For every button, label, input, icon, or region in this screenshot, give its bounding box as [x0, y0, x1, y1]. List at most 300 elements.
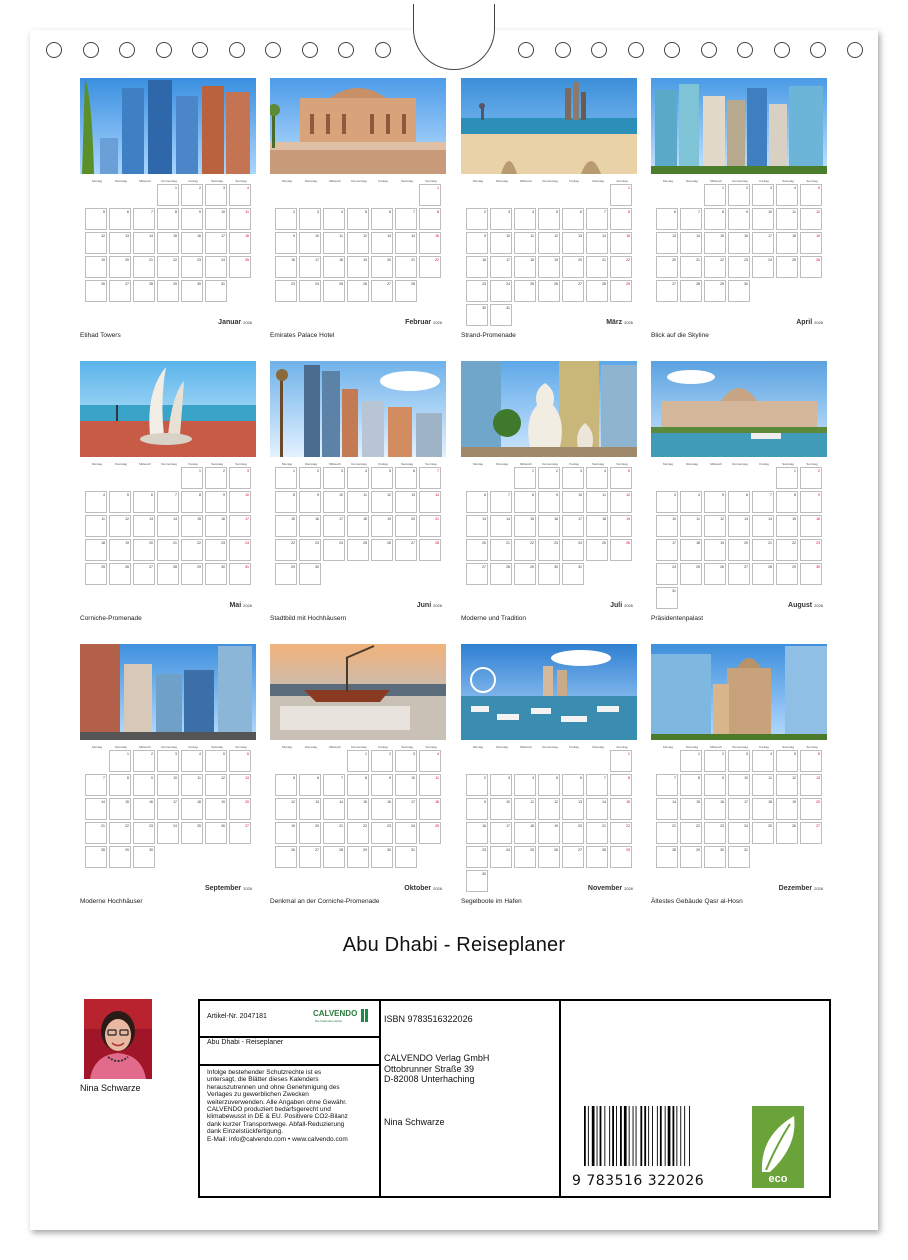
- day-cell[interactable]: [752, 822, 774, 844]
- day-cell[interactable]: [85, 822, 107, 844]
- day-cell[interactable]: [395, 232, 417, 254]
- day-cell[interactable]: [133, 563, 155, 585]
- day-cell[interactable]: [610, 491, 632, 513]
- day-cell[interactable]: [347, 256, 369, 278]
- day-cell[interactable]: [395, 256, 417, 278]
- day-cell[interactable]: [323, 798, 345, 820]
- day-cell[interactable]: [562, 256, 584, 278]
- day-cell[interactable]: [205, 563, 227, 585]
- day-cell[interactable]: [466, 774, 488, 796]
- day-cell[interactable]: [728, 232, 750, 254]
- day-cell[interactable]: [656, 515, 678, 537]
- day-cell[interactable]: [776, 256, 798, 278]
- day-cell[interactable]: [728, 256, 750, 278]
- day-cell[interactable]: [610, 208, 632, 230]
- day-cell[interactable]: [728, 798, 750, 820]
- day-cell[interactable]: [490, 515, 512, 537]
- day-cell[interactable]: [323, 467, 345, 489]
- day-cell[interactable]: [800, 798, 822, 820]
- day-cell[interactable]: [205, 774, 227, 796]
- day-cell[interactable]: [752, 184, 774, 206]
- day-cell[interactable]: [704, 256, 726, 278]
- day-cell[interactable]: [800, 491, 822, 513]
- day-cell[interactable]: [109, 539, 131, 561]
- day-cell[interactable]: [181, 822, 203, 844]
- day-cell[interactable]: [347, 774, 369, 796]
- day-cell[interactable]: [419, 750, 441, 772]
- day-cell[interactable]: [85, 491, 107, 513]
- day-cell[interactable]: [800, 750, 822, 772]
- day-cell[interactable]: [109, 232, 131, 254]
- day-cell[interactable]: [419, 822, 441, 844]
- day-cell[interactable]: [133, 256, 155, 278]
- day-cell[interactable]: [299, 208, 321, 230]
- day-cell[interactable]: [205, 822, 227, 844]
- day-cell[interactable]: [323, 774, 345, 796]
- day-cell[interactable]: [133, 280, 155, 302]
- day-cell[interactable]: [704, 774, 726, 796]
- day-cell[interactable]: [680, 491, 702, 513]
- day-cell[interactable]: [776, 750, 798, 772]
- day-cell[interactable]: [419, 184, 441, 206]
- day-cell[interactable]: [490, 256, 512, 278]
- day-cell[interactable]: [800, 822, 822, 844]
- day-cell[interactable]: [371, 774, 393, 796]
- day-cell[interactable]: [347, 208, 369, 230]
- day-cell[interactable]: [371, 822, 393, 844]
- day-cell[interactable]: [275, 563, 297, 585]
- day-cell[interactable]: [395, 208, 417, 230]
- day-cell[interactable]: [466, 870, 488, 892]
- day-cell[interactable]: [490, 539, 512, 561]
- day-cell[interactable]: [323, 539, 345, 561]
- day-cell[interactable]: [181, 184, 203, 206]
- day-cell[interactable]: [752, 256, 774, 278]
- day-cell[interactable]: [347, 280, 369, 302]
- day-cell[interactable]: [490, 232, 512, 254]
- day-cell[interactable]: [680, 846, 702, 868]
- day-cell[interactable]: [395, 798, 417, 820]
- day-cell[interactable]: [347, 798, 369, 820]
- day-cell[interactable]: [109, 256, 131, 278]
- day-cell[interactable]: [229, 256, 251, 278]
- day-cell[interactable]: [704, 563, 726, 585]
- day-cell[interactable]: [490, 491, 512, 513]
- day-cell[interactable]: [371, 491, 393, 513]
- day-cell[interactable]: [395, 846, 417, 868]
- day-cell[interactable]: [704, 280, 726, 302]
- day-cell[interactable]: [586, 822, 608, 844]
- day-cell[interactable]: [586, 539, 608, 561]
- day-cell[interactable]: [109, 846, 131, 868]
- day-cell[interactable]: [229, 515, 251, 537]
- day-cell[interactable]: [395, 822, 417, 844]
- day-cell[interactable]: [514, 232, 536, 254]
- day-cell[interactable]: [275, 846, 297, 868]
- day-cell[interactable]: [157, 184, 179, 206]
- day-cell[interactable]: [752, 750, 774, 772]
- day-cell[interactable]: [752, 798, 774, 820]
- day-cell[interactable]: [538, 798, 560, 820]
- day-cell[interactable]: [395, 539, 417, 561]
- day-cell[interactable]: [181, 515, 203, 537]
- day-cell[interactable]: [419, 208, 441, 230]
- day-cell[interactable]: [656, 539, 678, 561]
- day-cell[interactable]: [514, 491, 536, 513]
- day-cell[interactable]: [371, 846, 393, 868]
- day-cell[interactable]: [205, 491, 227, 513]
- day-cell[interactable]: [419, 491, 441, 513]
- day-cell[interactable]: [538, 563, 560, 585]
- day-cell[interactable]: [299, 539, 321, 561]
- day-cell[interactable]: [704, 208, 726, 230]
- day-cell[interactable]: [133, 491, 155, 513]
- day-cell[interactable]: [538, 515, 560, 537]
- day-cell[interactable]: [157, 280, 179, 302]
- day-cell[interactable]: [562, 467, 584, 489]
- day-cell[interactable]: [610, 184, 632, 206]
- day-cell[interactable]: [85, 208, 107, 230]
- day-cell[interactable]: [610, 256, 632, 278]
- day-cell[interactable]: [205, 467, 227, 489]
- day-cell[interactable]: [395, 515, 417, 537]
- day-cell[interactable]: [800, 256, 822, 278]
- day-cell[interactable]: [85, 563, 107, 585]
- day-cell[interactable]: [323, 256, 345, 278]
- day-cell[interactable]: [800, 563, 822, 585]
- day-cell[interactable]: [299, 256, 321, 278]
- day-cell[interactable]: [656, 822, 678, 844]
- day-cell[interactable]: [229, 822, 251, 844]
- day-cell[interactable]: [514, 280, 536, 302]
- day-cell[interactable]: [229, 774, 251, 796]
- day-cell[interactable]: [800, 539, 822, 561]
- day-cell[interactable]: [323, 232, 345, 254]
- day-cell[interactable]: [85, 798, 107, 820]
- day-cell[interactable]: [275, 280, 297, 302]
- day-cell[interactable]: [514, 467, 536, 489]
- day-cell[interactable]: [586, 515, 608, 537]
- day-cell[interactable]: [205, 232, 227, 254]
- day-cell[interactable]: [371, 750, 393, 772]
- day-cell[interactable]: [490, 563, 512, 585]
- day-cell[interactable]: [109, 515, 131, 537]
- day-cell[interactable]: [157, 774, 179, 796]
- day-cell[interactable]: [299, 515, 321, 537]
- day-cell[interactable]: [466, 563, 488, 585]
- day-cell[interactable]: [229, 467, 251, 489]
- day-cell[interactable]: [538, 822, 560, 844]
- day-cell[interactable]: [299, 280, 321, 302]
- day-cell[interactable]: [728, 750, 750, 772]
- day-cell[interactable]: [109, 798, 131, 820]
- day-cell[interactable]: [157, 750, 179, 772]
- day-cell[interactable]: [680, 539, 702, 561]
- day-cell[interactable]: [704, 184, 726, 206]
- day-cell[interactable]: [419, 256, 441, 278]
- day-cell[interactable]: [371, 467, 393, 489]
- day-cell[interactable]: [680, 208, 702, 230]
- day-cell[interactable]: [133, 798, 155, 820]
- day-cell[interactable]: [229, 491, 251, 513]
- day-cell[interactable]: [704, 515, 726, 537]
- day-cell[interactable]: [728, 208, 750, 230]
- day-cell[interactable]: [610, 822, 632, 844]
- day-cell[interactable]: [419, 515, 441, 537]
- day-cell[interactable]: [205, 539, 227, 561]
- day-cell[interactable]: [776, 822, 798, 844]
- day-cell[interactable]: [109, 822, 131, 844]
- day-cell[interactable]: [704, 846, 726, 868]
- day-cell[interactable]: [85, 846, 107, 868]
- day-cell[interactable]: [275, 539, 297, 561]
- day-cell[interactable]: [109, 563, 131, 585]
- day-cell[interactable]: [586, 774, 608, 796]
- day-cell[interactable]: [538, 280, 560, 302]
- day-cell[interactable]: [181, 491, 203, 513]
- day-cell[interactable]: [229, 798, 251, 820]
- day-cell[interactable]: [776, 467, 798, 489]
- day-cell[interactable]: [680, 232, 702, 254]
- day-cell[interactable]: [728, 491, 750, 513]
- day-cell[interactable]: [562, 563, 584, 585]
- day-cell[interactable]: [514, 539, 536, 561]
- day-cell[interactable]: [466, 515, 488, 537]
- day-cell[interactable]: [538, 256, 560, 278]
- day-cell[interactable]: [181, 256, 203, 278]
- day-cell[interactable]: [610, 798, 632, 820]
- day-cell[interactable]: [610, 774, 632, 796]
- day-cell[interactable]: [680, 515, 702, 537]
- day-cell[interactable]: [299, 563, 321, 585]
- day-cell[interactable]: [371, 232, 393, 254]
- day-cell[interactable]: [586, 491, 608, 513]
- day-cell[interactable]: [490, 304, 512, 326]
- day-cell[interactable]: [680, 280, 702, 302]
- day-cell[interactable]: [299, 491, 321, 513]
- day-cell[interactable]: [538, 208, 560, 230]
- day-cell[interactable]: [275, 822, 297, 844]
- day-cell[interactable]: [109, 208, 131, 230]
- day-cell[interactable]: [514, 846, 536, 868]
- day-cell[interactable]: [514, 563, 536, 585]
- day-cell[interactable]: [752, 774, 774, 796]
- day-cell[interactable]: [562, 232, 584, 254]
- day-cell[interactable]: [680, 256, 702, 278]
- day-cell[interactable]: [562, 515, 584, 537]
- day-cell[interactable]: [610, 515, 632, 537]
- day-cell[interactable]: [800, 232, 822, 254]
- day-cell[interactable]: [728, 280, 750, 302]
- day-cell[interactable]: [229, 539, 251, 561]
- day-cell[interactable]: [157, 539, 179, 561]
- day-cell[interactable]: [704, 232, 726, 254]
- day-cell[interactable]: [776, 515, 798, 537]
- day-cell[interactable]: [299, 467, 321, 489]
- day-cell[interactable]: [538, 539, 560, 561]
- day-cell[interactable]: [157, 256, 179, 278]
- day-cell[interactable]: [728, 563, 750, 585]
- day-cell[interactable]: [299, 822, 321, 844]
- day-cell[interactable]: [586, 256, 608, 278]
- day-cell[interactable]: [109, 280, 131, 302]
- day-cell[interactable]: [514, 256, 536, 278]
- day-cell[interactable]: [181, 798, 203, 820]
- day-cell[interactable]: [538, 774, 560, 796]
- day-cell[interactable]: [752, 232, 774, 254]
- day-cell[interactable]: [323, 515, 345, 537]
- day-cell[interactable]: [562, 846, 584, 868]
- day-cell[interactable]: [275, 798, 297, 820]
- day-cell[interactable]: [776, 491, 798, 513]
- day-cell[interactable]: [133, 822, 155, 844]
- day-cell[interactable]: [466, 232, 488, 254]
- day-cell[interactable]: [205, 208, 227, 230]
- day-cell[interactable]: [347, 467, 369, 489]
- day-cell[interactable]: [181, 280, 203, 302]
- day-cell[interactable]: [514, 798, 536, 820]
- day-cell[interactable]: [371, 798, 393, 820]
- day-cell[interactable]: [395, 750, 417, 772]
- day-cell[interactable]: [728, 774, 750, 796]
- day-cell[interactable]: [538, 846, 560, 868]
- day-cell[interactable]: [752, 208, 774, 230]
- day-cell[interactable]: [800, 467, 822, 489]
- day-cell[interactable]: [610, 280, 632, 302]
- day-cell[interactable]: [109, 491, 131, 513]
- day-cell[interactable]: [205, 280, 227, 302]
- day-cell[interactable]: [466, 491, 488, 513]
- day-cell[interactable]: [776, 539, 798, 561]
- day-cell[interactable]: [229, 232, 251, 254]
- day-cell[interactable]: [133, 750, 155, 772]
- day-cell[interactable]: [133, 846, 155, 868]
- day-cell[interactable]: [728, 515, 750, 537]
- day-cell[interactable]: [562, 280, 584, 302]
- day-cell[interactable]: [586, 798, 608, 820]
- day-cell[interactable]: [490, 822, 512, 844]
- day-cell[interactable]: [610, 467, 632, 489]
- day-cell[interactable]: [514, 774, 536, 796]
- day-cell[interactable]: [419, 774, 441, 796]
- day-cell[interactable]: [752, 539, 774, 561]
- day-cell[interactable]: [419, 798, 441, 820]
- day-cell[interactable]: [275, 256, 297, 278]
- day-cell[interactable]: [229, 208, 251, 230]
- day-cell[interactable]: [323, 491, 345, 513]
- day-cell[interactable]: [490, 208, 512, 230]
- day-cell[interactable]: [205, 256, 227, 278]
- day-cell[interactable]: [656, 256, 678, 278]
- day-cell[interactable]: [728, 539, 750, 561]
- day-cell[interactable]: [85, 539, 107, 561]
- day-cell[interactable]: [656, 491, 678, 513]
- day-cell[interactable]: [776, 774, 798, 796]
- day-cell[interactable]: [610, 232, 632, 254]
- day-cell[interactable]: [752, 563, 774, 585]
- day-cell[interactable]: [656, 587, 678, 609]
- day-cell[interactable]: [275, 491, 297, 513]
- day-cell[interactable]: [656, 232, 678, 254]
- day-cell[interactable]: [800, 515, 822, 537]
- day-cell[interactable]: [586, 280, 608, 302]
- day-cell[interactable]: [586, 467, 608, 489]
- day-cell[interactable]: [229, 750, 251, 772]
- day-cell[interactable]: [490, 774, 512, 796]
- day-cell[interactable]: [466, 846, 488, 868]
- day-cell[interactable]: [205, 515, 227, 537]
- day-cell[interactable]: [704, 491, 726, 513]
- day-cell[interactable]: [157, 515, 179, 537]
- day-cell[interactable]: [656, 798, 678, 820]
- day-cell[interactable]: [157, 208, 179, 230]
- day-cell[interactable]: [562, 774, 584, 796]
- day-cell[interactable]: [181, 750, 203, 772]
- day-cell[interactable]: [133, 232, 155, 254]
- day-cell[interactable]: [586, 208, 608, 230]
- day-cell[interactable]: [133, 774, 155, 796]
- day-cell[interactable]: [205, 798, 227, 820]
- day-cell[interactable]: [181, 539, 203, 561]
- day-cell[interactable]: [371, 208, 393, 230]
- day-cell[interactable]: [656, 208, 678, 230]
- day-cell[interactable]: [538, 232, 560, 254]
- day-cell[interactable]: [347, 232, 369, 254]
- day-cell[interactable]: [371, 256, 393, 278]
- day-cell[interactable]: [610, 846, 632, 868]
- day-cell[interactable]: [371, 515, 393, 537]
- day-cell[interactable]: [490, 846, 512, 868]
- day-cell[interactable]: [323, 280, 345, 302]
- day-cell[interactable]: [229, 563, 251, 585]
- day-cell[interactable]: [776, 208, 798, 230]
- day-cell[interactable]: [85, 774, 107, 796]
- day-cell[interactable]: [776, 798, 798, 820]
- day-cell[interactable]: [85, 232, 107, 254]
- day-cell[interactable]: [656, 774, 678, 796]
- day-cell[interactable]: [656, 563, 678, 585]
- day-cell[interactable]: [157, 491, 179, 513]
- day-cell[interactable]: [610, 539, 632, 561]
- day-cell[interactable]: [680, 750, 702, 772]
- day-cell[interactable]: [466, 798, 488, 820]
- day-cell[interactable]: [371, 280, 393, 302]
- day-cell[interactable]: [538, 467, 560, 489]
- day-cell[interactable]: [323, 846, 345, 868]
- day-cell[interactable]: [205, 184, 227, 206]
- day-cell[interactable]: [157, 822, 179, 844]
- day-cell[interactable]: [514, 208, 536, 230]
- day-cell[interactable]: [109, 774, 131, 796]
- day-cell[interactable]: [490, 798, 512, 820]
- day-cell[interactable]: [586, 846, 608, 868]
- day-cell[interactable]: [752, 515, 774, 537]
- day-cell[interactable]: [347, 750, 369, 772]
- day-cell[interactable]: [562, 491, 584, 513]
- day-cell[interactable]: [133, 539, 155, 561]
- day-cell[interactable]: [395, 467, 417, 489]
- day-cell[interactable]: [299, 798, 321, 820]
- day-cell[interactable]: [133, 208, 155, 230]
- day-cell[interactable]: [299, 774, 321, 796]
- day-cell[interactable]: [680, 774, 702, 796]
- day-cell[interactable]: [371, 539, 393, 561]
- day-cell[interactable]: [419, 467, 441, 489]
- day-cell[interactable]: [157, 798, 179, 820]
- day-cell[interactable]: [776, 232, 798, 254]
- day-cell[interactable]: [704, 822, 726, 844]
- day-cell[interactable]: [562, 539, 584, 561]
